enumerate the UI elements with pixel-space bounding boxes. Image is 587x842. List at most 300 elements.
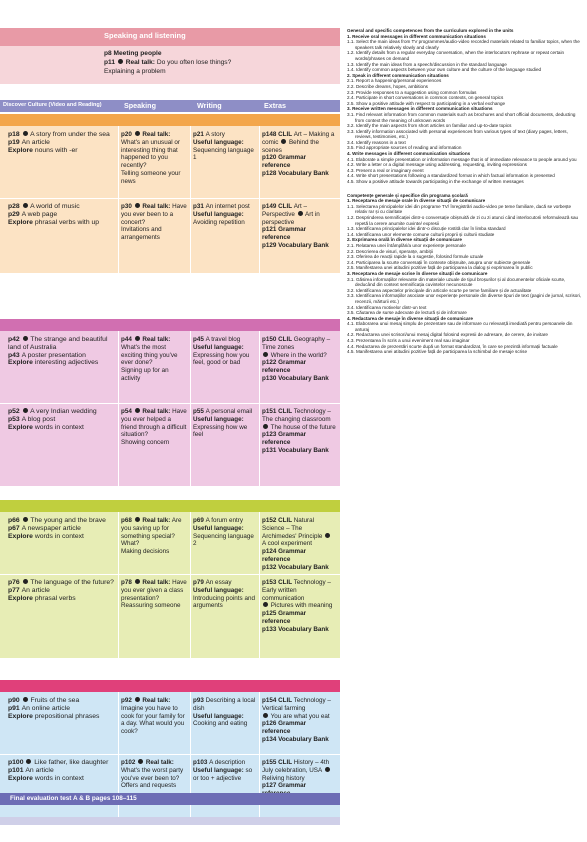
competence-item: 4.1. Elaborate a simple presentation or information message that is of immediate relevance to people around you	[347, 156, 577, 162]
competence-item: 3.4. Identificarea motivelor dintr-un text	[347, 304, 427, 310]
cell-text: Describing a local dish	[193, 697, 256, 712]
bold-text: Explore	[8, 423, 35, 431]
cell-text: Behind the scenes	[262, 138, 320, 154]
cell-writing	[193, 697, 256, 728]
column-divider	[190, 754, 191, 824]
competence-item: 4.3. Prezentarea în scris a unui eveniment real sau imaginar	[347, 338, 470, 344]
competence-item: 3.5. Căutarea de surse adecvate de lectură și de informare	[347, 310, 467, 316]
bold-text: p90	[8, 697, 22, 704]
bold-text: p101	[8, 766, 26, 774]
bold-text: p155 CLIL	[262, 759, 294, 766]
bold-text: p53	[8, 415, 22, 423]
unit-band-orange	[0, 114, 340, 126]
unit-row	[0, 574, 340, 658]
bold-text: Useful language:	[193, 712, 244, 720]
video-icon	[263, 424, 268, 429]
competence-item: 3.2. Identificarea aspectelor principale din articole scurte pe teme familiare și de actualitate	[347, 287, 532, 293]
cell-extras	[262, 408, 336, 455]
cell-text: Where in the world?	[269, 351, 327, 359]
cell-text: A very Indian wedding	[28, 408, 97, 415]
cell-extras	[262, 131, 336, 178]
cell-text: Technology – Early written communication	[262, 579, 331, 602]
cell-text: Technology – The changing classroom	[262, 408, 331, 423]
cell-text: History – 4th July celebration, USA	[262, 759, 330, 774]
cell-extras	[262, 697, 336, 744]
cell-extras	[262, 336, 336, 383]
bold-text: p132 Vocabulary Bank	[262, 563, 329, 571]
column-divider	[190, 574, 191, 658]
bold-text: p103	[193, 759, 210, 766]
competence-item: 1.2. Identify details from a regular everyday conversation, when the interlocutors rephrase or repeat certain words/phrases on demand	[347, 50, 565, 61]
bold-text: p69	[193, 517, 206, 524]
bold-text: p52	[8, 408, 22, 415]
cell-text: words in context	[34, 532, 84, 540]
bold-text: Explore	[8, 774, 35, 782]
cell-discover	[8, 579, 114, 602]
cell-speaking	[121, 203, 187, 242]
cell-text: The language of the future?	[28, 579, 114, 586]
cell-text: Geography – Time zones	[262, 336, 331, 351]
column-divider	[190, 198, 191, 273]
video-icon	[23, 697, 28, 702]
cell-writing	[193, 408, 256, 439]
cell-text: A story from under the sea	[28, 131, 110, 138]
competence-heading: 2. Exprimarea orală în diverse situații de comunicare	[347, 237, 462, 243]
competence-item: 1.1. Select the main ideas from TV programmes/audio-video recorded materials related to familiar topics, when the speakers talk relatively slowly and clearly	[347, 39, 580, 50]
bold-text: p102	[121, 759, 138, 766]
bold-text: Explore	[8, 218, 35, 226]
cell-text: A newspaper article	[21, 524, 81, 532]
cell-discover	[8, 697, 114, 720]
speaking-listening-row	[0, 46, 340, 84]
competence-item: 3.3. Identify information associated with personal experiences from various types of text (diary pages, letters, reviews, testimonies, etc.)	[347, 128, 568, 140]
cell-text: The young and the brave	[28, 517, 106, 524]
cell-text: Have you ever helped a friend through a difficult situation?	[121, 408, 187, 439]
bold-text: Real talk:	[140, 697, 171, 704]
bold-text: p54	[121, 408, 134, 415]
cell-text: Are you saving up for something special? What?	[121, 517, 182, 548]
cell-writing	[193, 203, 256, 226]
competence-item: 3.5. Find appropriate sources of reading and information	[347, 145, 462, 151]
cell-discover	[8, 336, 114, 367]
competence-item: 4.2. Write a letter or a digital message using addressing, requesting, inviting expressions	[347, 162, 527, 168]
competence-item: 4.1. Elaborarea unui mesaj simplu de prezentare sau de informare cu relevanță imediată pentru persoanele din anturaj	[347, 321, 573, 332]
cell-text: Introducing points and arguments	[193, 594, 255, 610]
bold-text: Useful language:	[193, 343, 244, 351]
cell-text: Expressing how you feel, good or bad	[193, 351, 250, 367]
cell-text: A forum entry	[205, 517, 244, 524]
cell-speaking	[121, 759, 187, 790]
cell-text: Invitations and arrangements	[121, 226, 162, 242]
cell-text: Cooking and eating	[193, 720, 248, 728]
video-icon	[118, 59, 123, 64]
cell-text: Have you ever been to a concert?	[121, 203, 187, 226]
competence-item: 3.3. Identificarea informațiilor asociate unor experiențe personale din diverse tipuri de text (pagini de jurnal, scrisori, recenzii, mărturii etc.)	[347, 293, 582, 304]
competence-item: 1.4. Identify common aspects between your own culture and the culture of the language studied	[347, 67, 542, 73]
cell-text: so or too + adjective	[193, 766, 253, 782]
cell-discover	[8, 759, 114, 782]
bold-text: p92	[121, 697, 134, 704]
column-divider	[259, 126, 260, 198]
video-icon	[281, 139, 286, 144]
column-discover: Discover Culture (Video and Reading)	[3, 102, 102, 108]
cell-text: Art in perspective	[262, 210, 320, 226]
bold-text: p20	[121, 131, 134, 138]
competence-item: 2.1. Report a happening/personal experiences	[347, 78, 442, 84]
bold-text: p55	[193, 408, 206, 415]
cell-discover	[8, 131, 114, 154]
unit-row	[0, 512, 340, 574]
bold-text: p31	[193, 203, 206, 210]
explaining-problem: Explaining a problem	[104, 67, 166, 75]
cell-writing	[193, 579, 256, 610]
competence-item: 3.2. Identify the main aspects from short articles on familiar and up-to-date topics	[347, 123, 512, 129]
cell-text: Avoiding repetition	[193, 218, 245, 226]
bold-text: p29	[8, 210, 22, 218]
cell-text: A story	[205, 131, 225, 138]
column-divider	[259, 754, 260, 824]
column-divider	[259, 403, 260, 486]
bold-text: p149 CLIL	[262, 203, 294, 210]
competence-item: 2.2. Descrierea de visuri, speranțe, ambiții	[347, 248, 433, 254]
bold-text: p77	[8, 586, 22, 594]
column-divider	[190, 403, 191, 486]
competence-heading: 2. Speak in different communication situations	[347, 72, 449, 78]
column-divider	[190, 692, 191, 754]
cell-text: Have you ever given a class presentation?	[121, 579, 187, 602]
cell-text: A travel blog	[205, 336, 241, 343]
cell-text: Sequencing language 2	[193, 532, 254, 548]
speaking-listening-cell	[104, 50, 231, 76]
bold-text: p153 CLIL	[262, 579, 294, 586]
bold-text: p152 CLIL	[262, 517, 294, 524]
unit-band-lime	[0, 500, 340, 512]
bold-text: p131 Vocabulary Bank	[262, 446, 329, 454]
column-divider	[259, 198, 260, 273]
column-divider	[118, 692, 119, 754]
speaking-listening-title: Speaking and listening	[104, 31, 186, 40]
column-divider	[259, 692, 260, 754]
bold-text: p76	[8, 579, 22, 586]
column-divider	[190, 512, 191, 574]
meeting-people-line: p8 Meeting people	[104, 50, 162, 57]
bold-text: Useful language:	[193, 586, 244, 594]
competence-heading: 3. Receptarea de mesaje scrise în diverse situații de comunicare	[347, 270, 488, 276]
competence-item: 2.4. Participate in short conversations in common contexts, on general topics	[347, 95, 504, 101]
cell-text: nouns with -er	[34, 146, 78, 154]
bold-text: Explore	[8, 712, 35, 720]
video-icon	[325, 767, 330, 772]
cell-text: Making decisions	[121, 548, 170, 556]
bold-text: p127 Grammar	[262, 782, 307, 790]
final-evaluation-row	[0, 817, 340, 825]
bold-text: p121 Grammar reference	[262, 226, 307, 242]
competence-heading: 4. Write messages in different communication situations	[347, 151, 471, 157]
bold-text: p19	[8, 138, 22, 146]
cell-discover	[8, 203, 114, 226]
cell-text: A poster presentation	[21, 351, 86, 359]
column-divider	[190, 331, 191, 403]
column-divider	[118, 574, 119, 658]
column-header-row	[0, 100, 340, 112]
bold-text: p28	[8, 203, 22, 210]
row-divider	[0, 574, 340, 575]
cell-text: A blog post	[21, 415, 56, 423]
bold-text: p68	[121, 517, 134, 524]
cell-text: Offers and requests	[121, 782, 177, 790]
row-divider	[0, 403, 340, 404]
column-divider	[259, 574, 260, 658]
unit-row	[0, 692, 340, 754]
bold-text: p148 CLIL	[262, 131, 294, 138]
bold-text: p122 Grammar reference	[262, 359, 307, 375]
bold-text: Explore	[8, 146, 35, 154]
bold-text: Explore	[8, 532, 35, 540]
unit-row	[0, 198, 340, 273]
cell-text: What's the worst party you've ever been to?	[121, 766, 184, 782]
bold-text: Real talk:	[144, 759, 174, 766]
competence-item: 3.4. Identify reasons in a text	[347, 139, 406, 145]
column-divider	[259, 331, 260, 403]
bold-text: p150 CLIL	[262, 336, 294, 343]
cell-text: phrasal verbs with up	[34, 218, 100, 226]
cell-speaking	[121, 517, 187, 556]
bold-text: p154 CLIL	[262, 697, 294, 704]
bold-text: p134 Vocabulary Bank	[262, 735, 329, 743]
column-divider	[118, 126, 119, 198]
cell-text: words in context	[34, 423, 84, 431]
bold-text: p125 Grammar reference	[262, 610, 307, 625]
column-divider	[118, 331, 119, 403]
video-icon	[298, 211, 303, 216]
column-speaking: Speaking	[124, 101, 156, 110]
video-icon	[135, 517, 140, 522]
bold-text: p18	[8, 131, 22, 138]
final-evaluation-bar	[0, 793, 340, 805]
bold-text: p123 Grammar reference	[262, 431, 307, 447]
bold-text: p45	[193, 336, 206, 343]
video-icon	[325, 533, 330, 538]
cell-text: Pictures with meaning	[269, 602, 333, 610]
cell-text: The strange and beautiful land of Australia	[8, 336, 108, 351]
bold-text: Useful language:	[193, 524, 244, 532]
cell-extras	[262, 579, 336, 634]
column-divider	[190, 126, 191, 198]
cell-text: An internet post	[205, 203, 250, 210]
cell-extras	[262, 517, 336, 572]
bold-text: p78	[121, 579, 134, 586]
video-icon	[23, 517, 28, 522]
competence-item: 1.1. Selectarea principalelor idei din programe TV/ înregistrări audio-video pe teme familiare, dacă se vorbește relativ rar și cu claritate	[347, 203, 572, 215]
bold-text: Real talk:	[140, 517, 171, 524]
bold-text: p120 Grammar reference	[262, 154, 307, 170]
competence-item: 2.3. Provide responses to a suggestion using common formulas	[347, 89, 477, 95]
real-talk-label: Real talk:	[125, 58, 156, 66]
cell-text: phrasal verbs	[34, 594, 76, 602]
competence-heading: 3. Receive written messages in different communication situations	[347, 106, 493, 112]
final-evaluation-text: Final evaluation test A & B pages 108–115	[10, 795, 137, 802]
competence-item: 1.3. Identificarea principalelor idei dintr-o discuție rostită clar în limba standard	[347, 226, 506, 232]
unit-row	[0, 126, 340, 198]
bold-text: Useful language:	[193, 415, 244, 423]
cell-text: words in context	[34, 774, 84, 782]
cell-text: Expressing how we feel	[193, 423, 248, 439]
bold-text: p130 Vocabulary Bank	[262, 374, 329, 382]
real-talk-question: Do you often lose things?	[156, 58, 232, 66]
column-divider	[259, 512, 260, 574]
column-divider	[118, 198, 119, 273]
competence-item: 3.1. Find relevant information from common materials such as brochures and short official documents, deducting from context the meaning of unknown words	[347, 111, 576, 123]
video-icon	[23, 336, 28, 341]
bold-text: p66	[8, 517, 22, 524]
column-divider	[118, 403, 119, 486]
cell-text: A description	[209, 759, 246, 766]
bold-text: Real talk:	[140, 203, 171, 210]
bold-text: p129 Vocabulary Bank	[262, 241, 329, 249]
bold-text: p43	[8, 351, 22, 359]
cell-writing	[193, 517, 256, 548]
cell-text: An essay	[205, 579, 232, 586]
video-icon	[135, 131, 140, 136]
cell-text: A personal email	[205, 408, 253, 415]
competence-item: 2.2. Describe dreams, hopes, ambitions	[347, 83, 428, 89]
unit-row	[0, 403, 340, 486]
video-icon	[23, 408, 28, 413]
cell-text: prepositional phrases	[34, 712, 100, 720]
video-icon	[26, 759, 31, 764]
competence-item: 2.5. Show a positive attitude with respect to participating in a verbal exchange	[347, 100, 506, 106]
cell-text: Art – Perspective	[262, 203, 308, 218]
competence-heading: 4. Redactarea de mesaje în diverse situații de comunicare	[347, 315, 473, 321]
competence-item: 4.4. Write short presentations following a standardized format in which factual information is presented	[347, 173, 555, 179]
bold-text: p44	[121, 336, 134, 343]
section-gap	[347, 185, 583, 193]
bold-text: p151 CLIL	[262, 408, 294, 415]
cell-speaking	[121, 579, 187, 610]
video-icon	[23, 203, 28, 208]
cell-text: Signing up for an activity	[121, 367, 169, 382]
competence-item: 4.4. Redactarea de prezentări scurte după un format standardizat, în care se prezintă informații factuale	[347, 343, 558, 349]
competence-heading: 1. Receptarea de mesaje orale în diverse situații de comunicare	[347, 198, 486, 204]
column-writing: Writing	[197, 101, 222, 110]
column-divider	[118, 512, 119, 574]
cell-text: Art – Making a comic	[262, 131, 335, 146]
bold-text: Real talk:	[140, 579, 171, 586]
video-icon	[135, 203, 140, 208]
cell-speaking	[121, 408, 187, 447]
bold-text: p42	[8, 336, 22, 343]
competence-item: 2.1. Relatarea unei întâmplări/a unor experiențe personale	[347, 242, 466, 248]
cell-text: An online article	[21, 704, 70, 712]
cell-text: A world of music	[28, 203, 80, 210]
bold-text: p67	[8, 524, 22, 532]
cell-text: An article	[21, 138, 50, 146]
cell-text: An article	[25, 766, 54, 774]
cell-text: The house of the future	[269, 423, 336, 431]
cell-text: Fruits of the sea	[28, 697, 80, 704]
cell-text: A web page	[21, 210, 58, 218]
video-icon	[263, 602, 268, 607]
cell-text: Reassuring someone	[121, 602, 181, 610]
bold-text: p126 Grammar reference	[262, 720, 307, 736]
unit-row	[0, 331, 340, 403]
competence-item: 1.4. Identificarea unor elemente comune culturii proprii și culturii studiate	[347, 231, 495, 237]
bold-text: p128 Vocabulary Bank	[262, 169, 329, 177]
bold-text: Real talk:	[140, 336, 171, 343]
video-icon	[135, 336, 140, 341]
column-divider	[118, 754, 119, 824]
competences-column	[347, 28, 583, 355]
cell-text: interesting adjectives	[34, 359, 99, 367]
cell-writing	[193, 131, 256, 162]
cell-speaking	[121, 336, 187, 383]
competence-item: 1.3. Identify the main ideas from a speech/discussion in the standard language	[347, 61, 507, 67]
video-icon	[23, 579, 28, 584]
cell-discover	[8, 408, 114, 431]
row-divider	[0, 198, 340, 199]
bold-text: Explore	[8, 359, 35, 367]
competence-item: 4.2. Redactarea unei scrisori/unui mesaj digital folosind expresii de adresare, de cerere, de invitare	[347, 332, 548, 338]
competence-item: 1.2. Desprinderea semnificației dintr-o conversație obișnuită de zi cu zi atunci când interlocutorii reformulează sau repetă la cerere anumite cuvinte/ expresii	[347, 215, 579, 226]
cell-text: Reliving history	[262, 774, 305, 782]
video-icon	[135, 408, 140, 413]
bold-text: p133 Vocabulary Bank	[262, 625, 329, 633]
cell-text: What's the most exciting thing you've ever done?	[121, 343, 178, 367]
cell-text: A cool experiment	[262, 540, 313, 548]
column-extras: Extras	[264, 101, 286, 110]
bold-text: Real talk:	[140, 408, 171, 415]
video-icon	[135, 579, 140, 584]
competence-item: 4.5. Show a positive attitude towards participating in the exchange of written messages	[347, 179, 524, 185]
unit-band-magenta	[0, 319, 340, 331]
competence-item: 2.5. Manifestarea unei atitudini pozitive față de participarea la dialog și exprimarea în public	[347, 265, 533, 271]
bold-text: Explore	[8, 594, 35, 602]
cell-text: Technology – Vertical farming	[262, 697, 331, 712]
unit-band-pink	[0, 680, 340, 692]
competence-item: 4.5. Manifestarea unei atitudini pozitive față de participarea la schimbul de mesaje scrise	[347, 349, 528, 355]
cell-writing	[193, 759, 256, 782]
bold-text: Useful language:	[193, 210, 244, 218]
bold-text: p21	[193, 131, 206, 138]
video-icon	[263, 713, 268, 718]
competence-item: 2.3. Oferirea de reacții rapide la o sugestie, folosind formule uzuale	[347, 254, 484, 260]
cell-text: What's an unusual or interesting thing that happened to you recently?	[121, 138, 180, 170]
bold-text: p124 Grammar reference	[262, 548, 307, 563]
cell-text: Imagine you have to cook for your family for a day. What would you cook?	[121, 704, 185, 736]
bold-text: p93	[193, 697, 206, 704]
cell-text: Telling someone your news	[121, 169, 181, 185]
competence-item: 3.1. Găsirea informațiilor relevante din materiale uzuale de tipul broșurilor și al documentelor oficiale scurte, deducând din context semnificația cuvintelor necunoscute	[347, 276, 566, 288]
p11-label: p11	[104, 58, 115, 66]
row-divider	[0, 754, 340, 755]
video-icon	[138, 759, 143, 764]
cell-text: Showing concern	[121, 439, 170, 447]
cell-text: Natural Science – The Archimedes' Principle	[262, 517, 325, 540]
video-icon	[135, 697, 140, 702]
competence-heading: 1. Receive oral messages in different communication situations	[347, 33, 486, 39]
competence-item: 4.3. Present a real or imaginary event	[347, 167, 424, 173]
bold-text: Real talk:	[140, 131, 171, 138]
competence-heading: General and specific competences from the curriculum explored in the units	[347, 28, 514, 33]
video-icon	[23, 131, 28, 136]
speaking-listening-header	[0, 28, 340, 46]
cell-text: You are what you eat	[269, 712, 330, 720]
bold-text: Useful language:	[193, 766, 244, 774]
bold-text: p79	[193, 579, 206, 586]
bold-text: p91	[8, 704, 22, 712]
cell-extras	[262, 203, 336, 250]
bold-text: Useful language:	[193, 138, 244, 146]
